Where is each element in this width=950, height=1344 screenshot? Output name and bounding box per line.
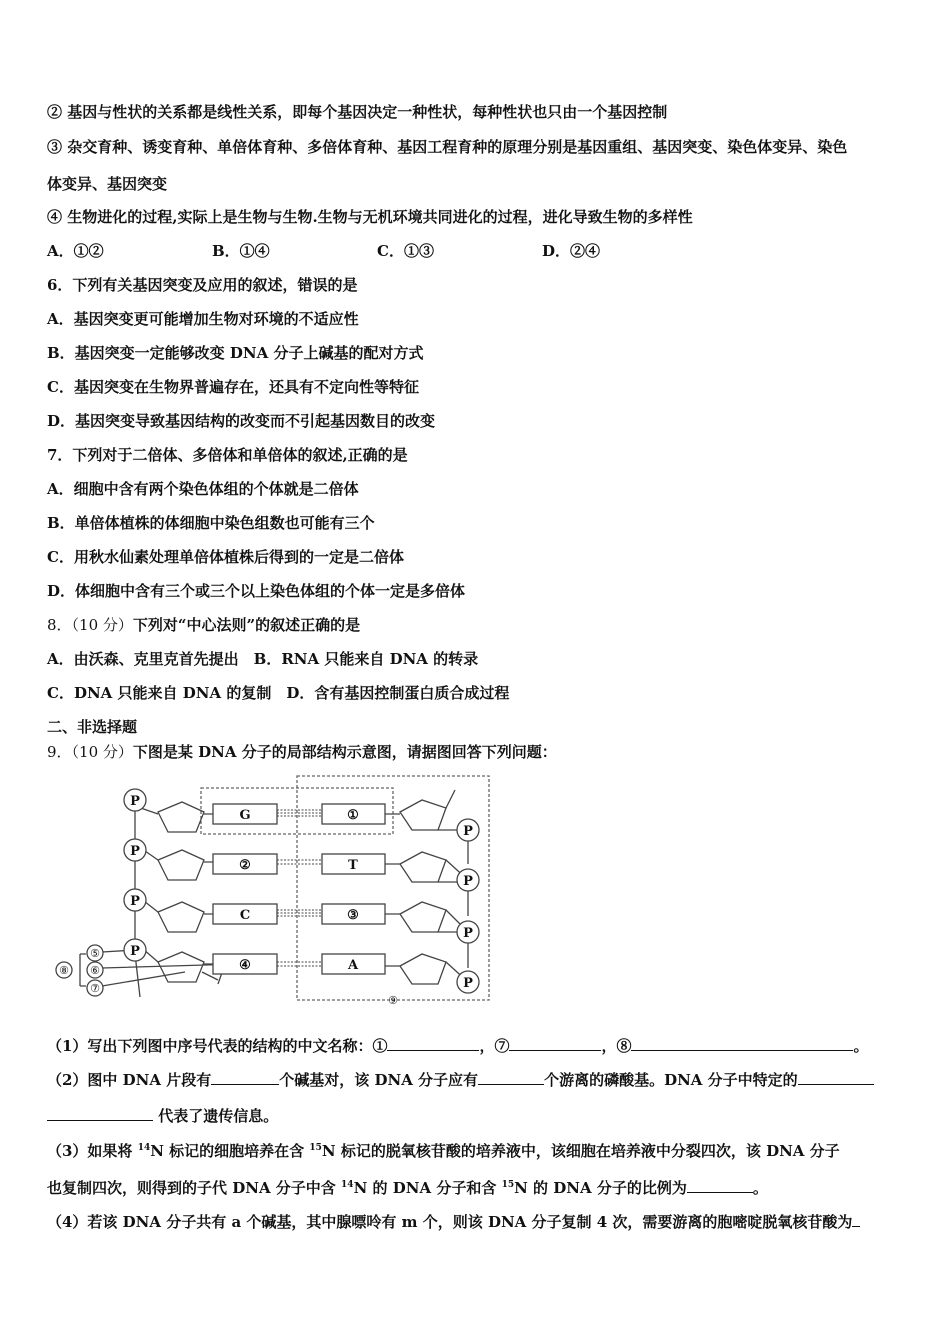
right-sugar-4 <box>400 954 446 984</box>
q8-options-ab: A．由沃森、克里克首先提出 B．RNA 只能来自 DNA 的转录 <box>47 650 479 668</box>
q7-stem: 7．下列对于二倍体、多倍体和单倍体的叙述,正确的是 <box>47 446 408 464</box>
phosphate-label: P <box>463 874 473 889</box>
phosphate-label: P <box>463 976 473 991</box>
q8-stem: 8．（10 分）下列对“中心法则”的叙述正确的是 <box>47 616 361 634</box>
q6-option-a: A．基因突变更可能增加生物对环境的不适应性 <box>47 310 359 328</box>
q9-part-3-line2: 也复制四次，则得到的子代 DNA 分子中含 $^{14}$N 的 DNA 分子和含 $^{15}$N 的 DNA 分子的比例为 。 <box>47 1179 768 1197</box>
side-label-6: ⑥ <box>90 964 100 977</box>
q7-option-c: C．用秋水仙素处理单倍体植株后得到的一定是二倍体 <box>47 548 404 566</box>
left-sugar-4 <box>158 952 204 982</box>
q9-part-2-line2: 代表了遗传信息。 <box>47 1106 278 1126</box>
statement-3-line2: 体变异、基因突变 <box>47 175 168 193</box>
side-label-8: ⑧ <box>59 964 69 977</box>
q9-part-3-line1: （3）如果将 $^{14}$N 标记的细胞培养在含 $^{15}$N 标记的脱氧核苷酸的培养液中，该细胞在培养液中分裂四次，该 DNA 分子 <box>47 1142 840 1160</box>
q7-option-b: B．单倍体植株的体细胞中染色组数也可能有三个 <box>47 514 375 532</box>
side-label-7: ⑦ <box>90 982 100 995</box>
answer-blank[interactable] <box>478 1070 544 1085</box>
q9-part-1: （1）写出下列图中序号代表的结构的中文名称：① ，⑦ ，⑧ 。 <box>47 1037 869 1055</box>
left-base-2: ② <box>239 858 251 873</box>
q6-option-b: B．基因突变一定能够改变 DNA 分子上碱基的配对方式 <box>47 344 424 362</box>
q9-part-4: （4）若该 DNA 分子共有 a 个碱基，其中腺嘌呤有 m 个，则该 DNA 分子复制 4 次，需要游离的胞嘧啶脱氧核苷酸为 <box>47 1212 860 1232</box>
q6-option-c: C．基因突变在生物界普遍存在，还具有不定向性等特征 <box>47 378 419 396</box>
q7-option-d: D．体细胞中含有三个或三个以上染色体组的个体一定是多倍体 <box>47 582 466 600</box>
left-sugar-1 <box>158 802 204 832</box>
right-sugar-2 <box>400 852 446 882</box>
right-sugar-1 <box>400 800 446 830</box>
phosphate-label: P <box>130 894 140 909</box>
right-base-1: ① <box>347 808 359 823</box>
q5-option-d: D．②④ <box>542 242 601 260</box>
bottom-label-9: ⑨ <box>388 994 398 1007</box>
answer-blank[interactable] <box>211 1070 279 1085</box>
right-base-4: A <box>347 958 359 973</box>
right-base-3: ③ <box>347 908 359 923</box>
answer-blank[interactable] <box>687 1178 753 1193</box>
right-base-2: T <box>348 858 358 873</box>
q5-option-c: C．①③ <box>377 242 434 260</box>
statement-4: ④ 生物进化的过程,实际上是生物与生物.生物与无机环境共同进化的过程，进化导致生物的多样性 <box>47 208 693 226</box>
q7-option-a: A．细胞中含有两个染色体组的个体就是二倍体 <box>47 480 359 498</box>
q5-option-a: A．①② <box>47 242 104 260</box>
phosphate-label: P <box>130 844 140 859</box>
section-heading: 二、非选择题 <box>47 718 138 736</box>
answer-blank[interactable] <box>387 1036 479 1051</box>
q6-option-d: D．基因突变导致基因结构的改变而不引起基因数目的改变 <box>47 412 436 430</box>
phosphate-label: P <box>463 824 473 839</box>
q9-stem: 9．（10 分）下图是某 DNA 分子的局部结构示意图，请据图回答下列问题： <box>47 743 557 761</box>
left-sugar-2 <box>158 850 204 880</box>
phosphate-label: P <box>130 944 140 959</box>
answer-blank[interactable] <box>631 1036 853 1051</box>
answer-blank[interactable] <box>47 1106 153 1121</box>
phosphate-label: P <box>130 794 140 809</box>
q6-stem: 6．下列有关基因突变及应用的叙述，错误的是 <box>47 276 358 294</box>
answer-blank[interactable] <box>852 1212 860 1227</box>
statement-3-line1: ③ 杂交育种、诱变育种、单倍体育种、多倍体育种、基因工程育种的原理分别是基因重组、基因突变、染色体变异、染色 <box>47 138 848 156</box>
dna-structure-figure <box>50 772 495 1012</box>
answer-blank[interactable] <box>509 1036 601 1051</box>
left-base-3: C <box>239 908 251 923</box>
q5-option-b: B．①④ <box>212 242 270 260</box>
q9-part-2-line1: （2）图中 DNA 片段有 个碱基对，该 DNA 分子应有 个游离的磷酸基。DNA 分子中特定的 <box>47 1070 874 1090</box>
answer-blank[interactable] <box>798 1070 874 1085</box>
left-sugar-3 <box>158 902 204 932</box>
q8-options-cd: C．DNA 只能来自 DNA 的复制 D．含有基因控制蛋白质合成过程 <box>47 684 510 702</box>
left-base-1: G <box>239 808 251 823</box>
right-sugar-3 <box>400 902 446 932</box>
phosphate-label: P <box>463 926 473 941</box>
statement-2: ② 基因与性状的关系都是线性关系，即每个基因决定一种性状，每种性状也只由一个基因控制 <box>47 103 668 121</box>
left-base-4: ④ <box>239 958 251 973</box>
side-label-5: ⑤ <box>90 947 100 960</box>
